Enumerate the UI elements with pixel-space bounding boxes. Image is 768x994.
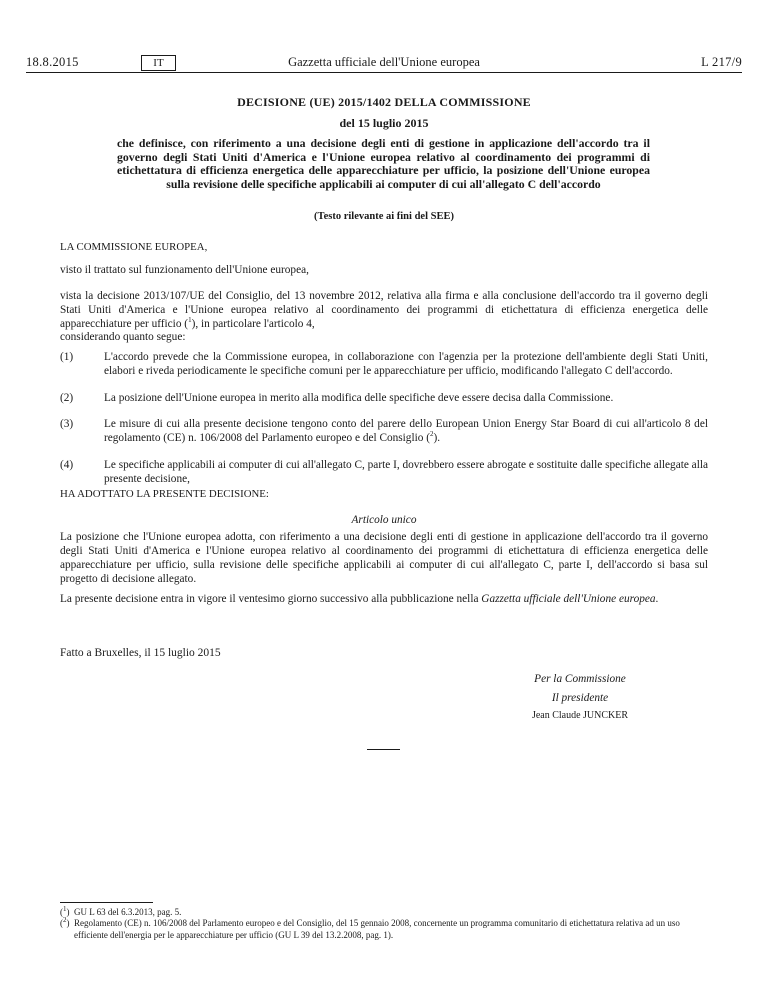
page-reference: L 217/9 <box>701 55 742 69</box>
recital-text: Le specifiche applicabili ai computer di cui all'allegato C, parte I, dovrebbero essere abrogate e sostituite dalle specifiche allegate alla presente decisione, <box>104 459 708 485</box>
entry-into-force-end: . <box>655 593 659 605</box>
entry-into-force-text: La presente decisione entra in vigore il ventesimo giorno successivo alla pubblicazione nella <box>60 593 482 605</box>
recital-number: (2) <box>60 392 74 404</box>
recital-number: (3) <box>60 418 74 430</box>
recital-text-end: ). <box>433 432 441 444</box>
recital <box>60 417 708 445</box>
header-date: 18.8.2015 <box>26 55 79 69</box>
recital <box>60 350 708 378</box>
adoption-formula: HA ADOTTATO LA PRESENTE DECISIONE: <box>60 488 269 500</box>
signatory-name: Jean Claude JUNCKER <box>531 710 629 721</box>
footnote-ref-1[interactable]: 1 <box>188 316 192 325</box>
article-paragraph-1: La posizione che l'Unione europea adotta, con riferimento a una decisione degli enti di gestione in applicazione dell'accordo tra il governo degli Stati Uniti d'America e l'Unione europea relativo al coordinamento dei programmi di etichettatura di efficienza energetica delle apparecchiature per ufficio, sulla revisione delle specifiche applicabili ai computer di cui all'allegato C, parte I, dell'accordo si basa sul progetto di decisione allegato. <box>60 531 708 585</box>
footnote-ref-2[interactable]: 2 <box>429 430 434 439</box>
end-divider <box>367 749 400 750</box>
whereas-intro: considerando quanto segue: <box>60 331 186 343</box>
article-paragraph-2 <box>60 592 708 606</box>
footnote-mark: ($^2$) <box>60 916 70 928</box>
decision-date: del 15 luglio 2015 <box>339 116 429 130</box>
recital-text: L'accordo prevede che la Commissione europea, in collaborazione con l'agenzia per la protezione dell'ambiente degli Stati Uniti, elabori e riveda periodicamente le specifiche comuni per le apparecchiature per ufficio, modificando l'allegato C dell'accordo. <box>104 351 708 377</box>
done-at-line: Fatto a Bruxelles, il 15 luglio 2015 <box>60 647 221 659</box>
article-title: Articolo unico <box>351 514 417 526</box>
footnote-mark: ($^1$) <box>60 905 70 917</box>
journal-reference: Gazzetta ufficiale dell'Unione europea <box>481 593 656 605</box>
recital <box>60 458 708 486</box>
footnote <box>60 907 710 919</box>
footnote-number: 1 <box>63 905 67 913</box>
decision-subject: che definisce, con riferimento a una decisione degli enti di gestione in applicazione dell'accordo tra il governo degli Stati Uniti d'America e l'Unione europea relativo al coordinamento dei programmi di etichettatura di efficienza energetica delle apparecchiature per ufficio, la posizione dell'Unione europea sulla revisione delle specifiche applicabili ai computer di cui all'allegato C dell'accordo <box>117 136 650 191</box>
footnote-text: GU L 63 del 6.3.2013, pag. 5. <box>74 907 182 917</box>
footnote-divider <box>60 902 153 903</box>
header-divider <box>26 72 742 73</box>
journal-title: Gazzetta ufficiale dell'Unione europea <box>288 55 480 69</box>
signature-role: Il presidente <box>551 692 609 704</box>
recital-number: (1) <box>60 351 74 363</box>
footnote <box>60 918 710 941</box>
footnote-number: 2 <box>63 916 67 924</box>
recital <box>60 391 708 405</box>
recital-text-part: Le misure di cui alla presente decisione tengono conto del parere dello European Union Energy Star Board di cui all'articolo 8 del regolamento (CE) n. 106/2008 del Parlamento europeo e del Consiglio ( <box>104 418 708 444</box>
citation-text-end: ), in particolare l'articolo 4, <box>191 318 315 330</box>
citation-treaty: visto il trattato sul funzionamento dell'Unione europea, <box>60 264 309 276</box>
citation-text: vista la decisione 2013/107/UE del Consiglio, del 13 novembre 2012, relativa alla firma e alla conclusione dell'accordo tra il governo degli Stati Uniti d'America e l'Unione europea relativo al coordinamento dei programmi di etichettatura di efficienza energetica delle apparecchiature per ufficio ( <box>60 290 708 330</box>
decision-title: DECISIONE (UE) 2015/1402 DELLA COMMISSIONE <box>237 95 531 109</box>
recital-number: (4) <box>60 459 74 471</box>
signature-for: Per la Commissione <box>534 673 626 685</box>
recital-text <box>104 417 708 445</box>
language-badge: IT <box>141 55 176 71</box>
footnote-text: Regolamento (CE) n. 106/2008 del Parlamento europeo e del Consiglio, del 15 gennaio 2008, concernente un programma comunitario di etichettatura relativa ad un uso efficiente dell'energia per le apparecchiature per ufficio (GU L 39 del 13.2.2008, pag. 1). <box>74 918 680 940</box>
commission-heading: LA COMMISSIONE EUROPEA, <box>60 241 208 253</box>
eea-relevance-note: (Testo rilevante ai fini del SEE) <box>314 211 454 222</box>
recital-text: La posizione dell'Unione europea in merito alla modifica delle specifiche deve essere decisa dalla Commissione. <box>104 392 614 404</box>
citation-council-decision <box>60 289 708 331</box>
